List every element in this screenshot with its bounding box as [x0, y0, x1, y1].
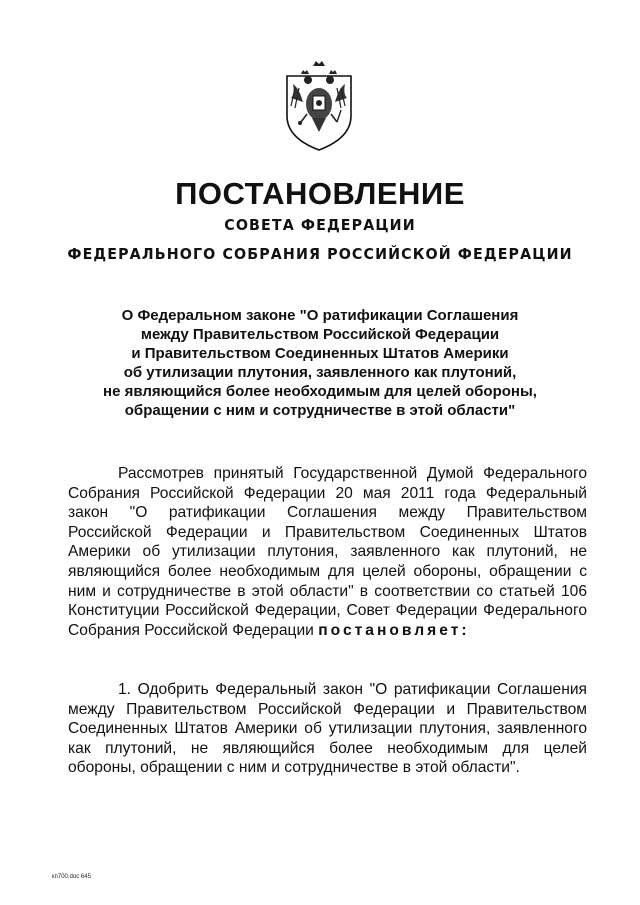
subject-line: об утилизации плутония, заявленного как плутоний,	[123, 364, 517, 381]
resolution-subject	[80, 306, 560, 420]
subject-line: не являющийся более необходимым для целей обороны,	[103, 383, 537, 400]
russian-coat-of-arms-icon	[279, 58, 359, 154]
subject-line: и Правительством Соединенных Штатов Америки	[131, 345, 509, 362]
subject-line: обращении с ним и сотрудничестве в этой области"	[124, 402, 516, 419]
subject-line: О Федеральном законе "О ратификации Соглашения	[121, 307, 519, 324]
subject-line: между Правительством Российской Федерации	[140, 326, 500, 343]
document-title: ПОСТАНОВЛЕНИЕ	[175, 176, 465, 211]
body-paragraph-1	[68, 464, 587, 640]
document-subtitle-line1: СОВЕТА ФЕДЕРАЦИИ	[224, 216, 416, 234]
document-subtitle-line2: ФЕДЕРАЛЬНОГО СОБРАНИЯ РОССИЙСКОЙ ФЕДЕРАЦИИ	[67, 245, 573, 263]
resolves-keyword: постановляет:	[318, 621, 470, 639]
footer-code: кп700.doc 645	[52, 874, 91, 880]
body-paragraph-2: 1. Одобрить Федеральный закон "О ратификации Соглашения между Правительством Российской Федерации и Правительством Соединенных Штатов Америки об утилизации плутония, заявленного как плутоний, не являющийся более необходимым для целей обороны, обращении с ним и сотрудничестве в этой области".	[68, 681, 587, 777]
paragraph-1-text: Рассмотрев принятый Государственной Думой Федерального Собрания Российской Федерации 20 мая 2011 года Федеральный закон "О ратификации Соглашения между Правительством Российской Федерации и Правительством Соединенных Штатов Америки об утилизации плутония, заявленного как плутоний, не являющийся более необходимым для целей обороны, обращении с ним и сотрудничестве в этой области" в соответствии со статьей 106 Конституции Российской Федерации, Совет Федерации Федерального Собрания Российской Федерации	[68, 465, 587, 639]
